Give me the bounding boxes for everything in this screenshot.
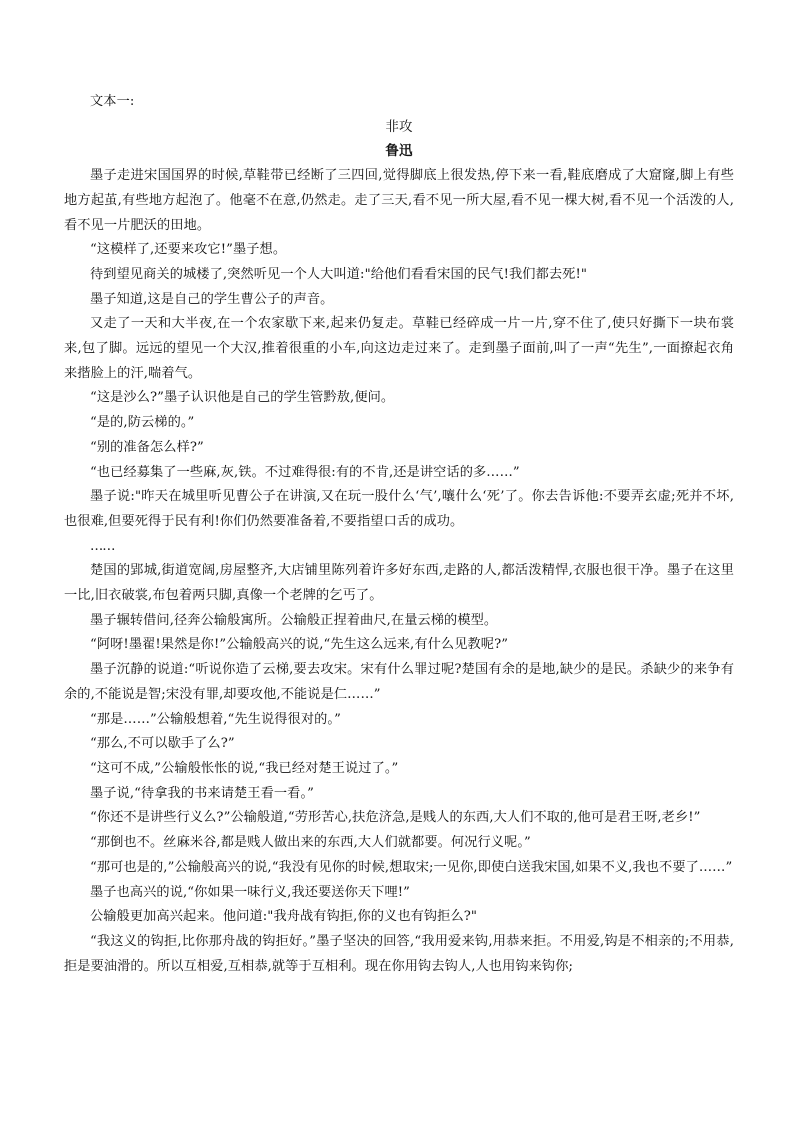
paragraph: “那么,不可以歇手了么?” — [90, 736, 235, 752]
paragraph: “这可不成,”公输般怅怅的说,“我已经对楚王说过了。” — [90, 760, 399, 776]
paragraph: “别的准备怎么样?” — [90, 439, 204, 455]
paragraph: 墨子也高兴的说,“你如果一味行义,我还要送你天下哩!” — [90, 884, 410, 900]
paragraph: 墨子说,“待拿我的书来请楚王看一看。” — [90, 785, 314, 801]
paragraph: “阿呀!墨翟!果然是你!”公输般高兴的说,“先生这么远来,有什么见教呢?” — [90, 637, 509, 653]
paragraph: 墨子辗转借问,径奔公输般寓所。公输般正捏着曲尺,在量云梯的模型。 — [90, 612, 498, 628]
paragraph: “那倒也不。丝麻米谷,都是贱人做出来的东西,大人们就都要。何况行义呢。” — [90, 835, 531, 851]
paragraph: 墨子知道,这是自己的学生曹公子的声音。 — [90, 291, 334, 307]
section-label: 文本一: — [90, 94, 135, 109]
paragraph: 待到望见商关的城楼了,突然听见一个人大叫道:"给他们看看宋国的民气!我们都去死!" — [90, 266, 588, 282]
paragraph: “那可也是的,”公输般高兴的说,“我没有见你的时候,想取宋;一见你,即使白送我宋国,如果不义,我也不要了……” — [90, 859, 733, 875]
document-body — [64, 90, 734, 979]
article-author: 鲁迅 — [385, 143, 413, 160]
section-break-ellipsis: …… — [90, 538, 115, 554]
paragraph: 墨子沉静的说道:“听说你造了云梯,要去攻宋。宋有什么罪过呢?楚国有余的是地,缺少的是民。杀缺少的来争有余的,不能说是智;宋没有罪,却要攻他,不能说是仁……” — [64, 662, 734, 702]
paragraph: 墨子走进宋国国界的时候,草鞋带已经断了三四回,觉得脚底上很发热,停下来一看,鞋底磨成了大窟窿,脚上有些地方起茧,有些地方起泡了。他毫不在意,仍然走。走了三天,看不见一所大屋,看不见一棵大树,看不见一个活泼的人,看不见一片肥沃的田地。 — [64, 168, 734, 233]
paragraph: “是的,防云梯的。” — [90, 415, 195, 431]
paragraph: “这是沙么?”墨子认识他是自己的学生管黔敖,便问。 — [90, 390, 395, 406]
paragraph: 楚国的郢城,街道宽阔,房屋整齐,大店铺里陈列着许多好东西,走路的人,都活泼精悍,衣服也很干净。墨子在这里一比,旧衣破裳,布包着两只脚,真像一个老牌的乞丐了。 — [64, 563, 734, 604]
paragraph: 公输般更加高兴起来。他问道:"我舟战有钩拒,你的义也有钩拒么?" — [90, 909, 478, 925]
paragraph: 墨子说:"昨天在城里听见曹公子在讲演,又在玩一股什么‘气’,嚷什么‘死’了。你去告诉他:不要弄玄虚;死并不坏,也很难,但要死得于民有利!你们仍然要准备着,不要指望口舌的成功。 — [64, 489, 734, 529]
paragraph: “也已经募集了一些麻,灰,铁。不过难得很:有的不肯,还是讲空话的多……” — [90, 464, 520, 480]
paragraph: 又走了一天和大半夜,在一个农家歇下来,起来仍复走。草鞋已经碎成一片一片,穿不住了,使只好撕下一块布裳来,包了脚。远远的望见一个大汉,推着很重的小车,向这边走过来了。走到墨子面前,叫了一声“先生”,一面撩起衣角来揩脸上的汗,喘着气。 — [64, 316, 734, 381]
paragraph: “这模样了,还要来攻它!”墨子想。 — [90, 242, 287, 258]
paragraph: “那是……”公输般想着,“先生说得很对的。” — [90, 711, 341, 727]
paragraph: “我这义的钩拒,比你那舟战的钩拒好。”墨子坚决的回答,“我用爱来钩,用恭来拒。不用爱,钩是不相亲的;不用恭,拒是要油滑的。所以互相爱,互相恭,就等于互相利。现在你用钩去钩人,人也用钩来钩你; — [64, 933, 734, 974]
article-title: 非攻 — [385, 118, 413, 135]
paragraph: “你还不是讲些行义么?”公输般道,“劳形苦心,扶危济急,是贱人的东西,大人们不取的,他可是君王呀,老乡!” — [90, 810, 701, 826]
